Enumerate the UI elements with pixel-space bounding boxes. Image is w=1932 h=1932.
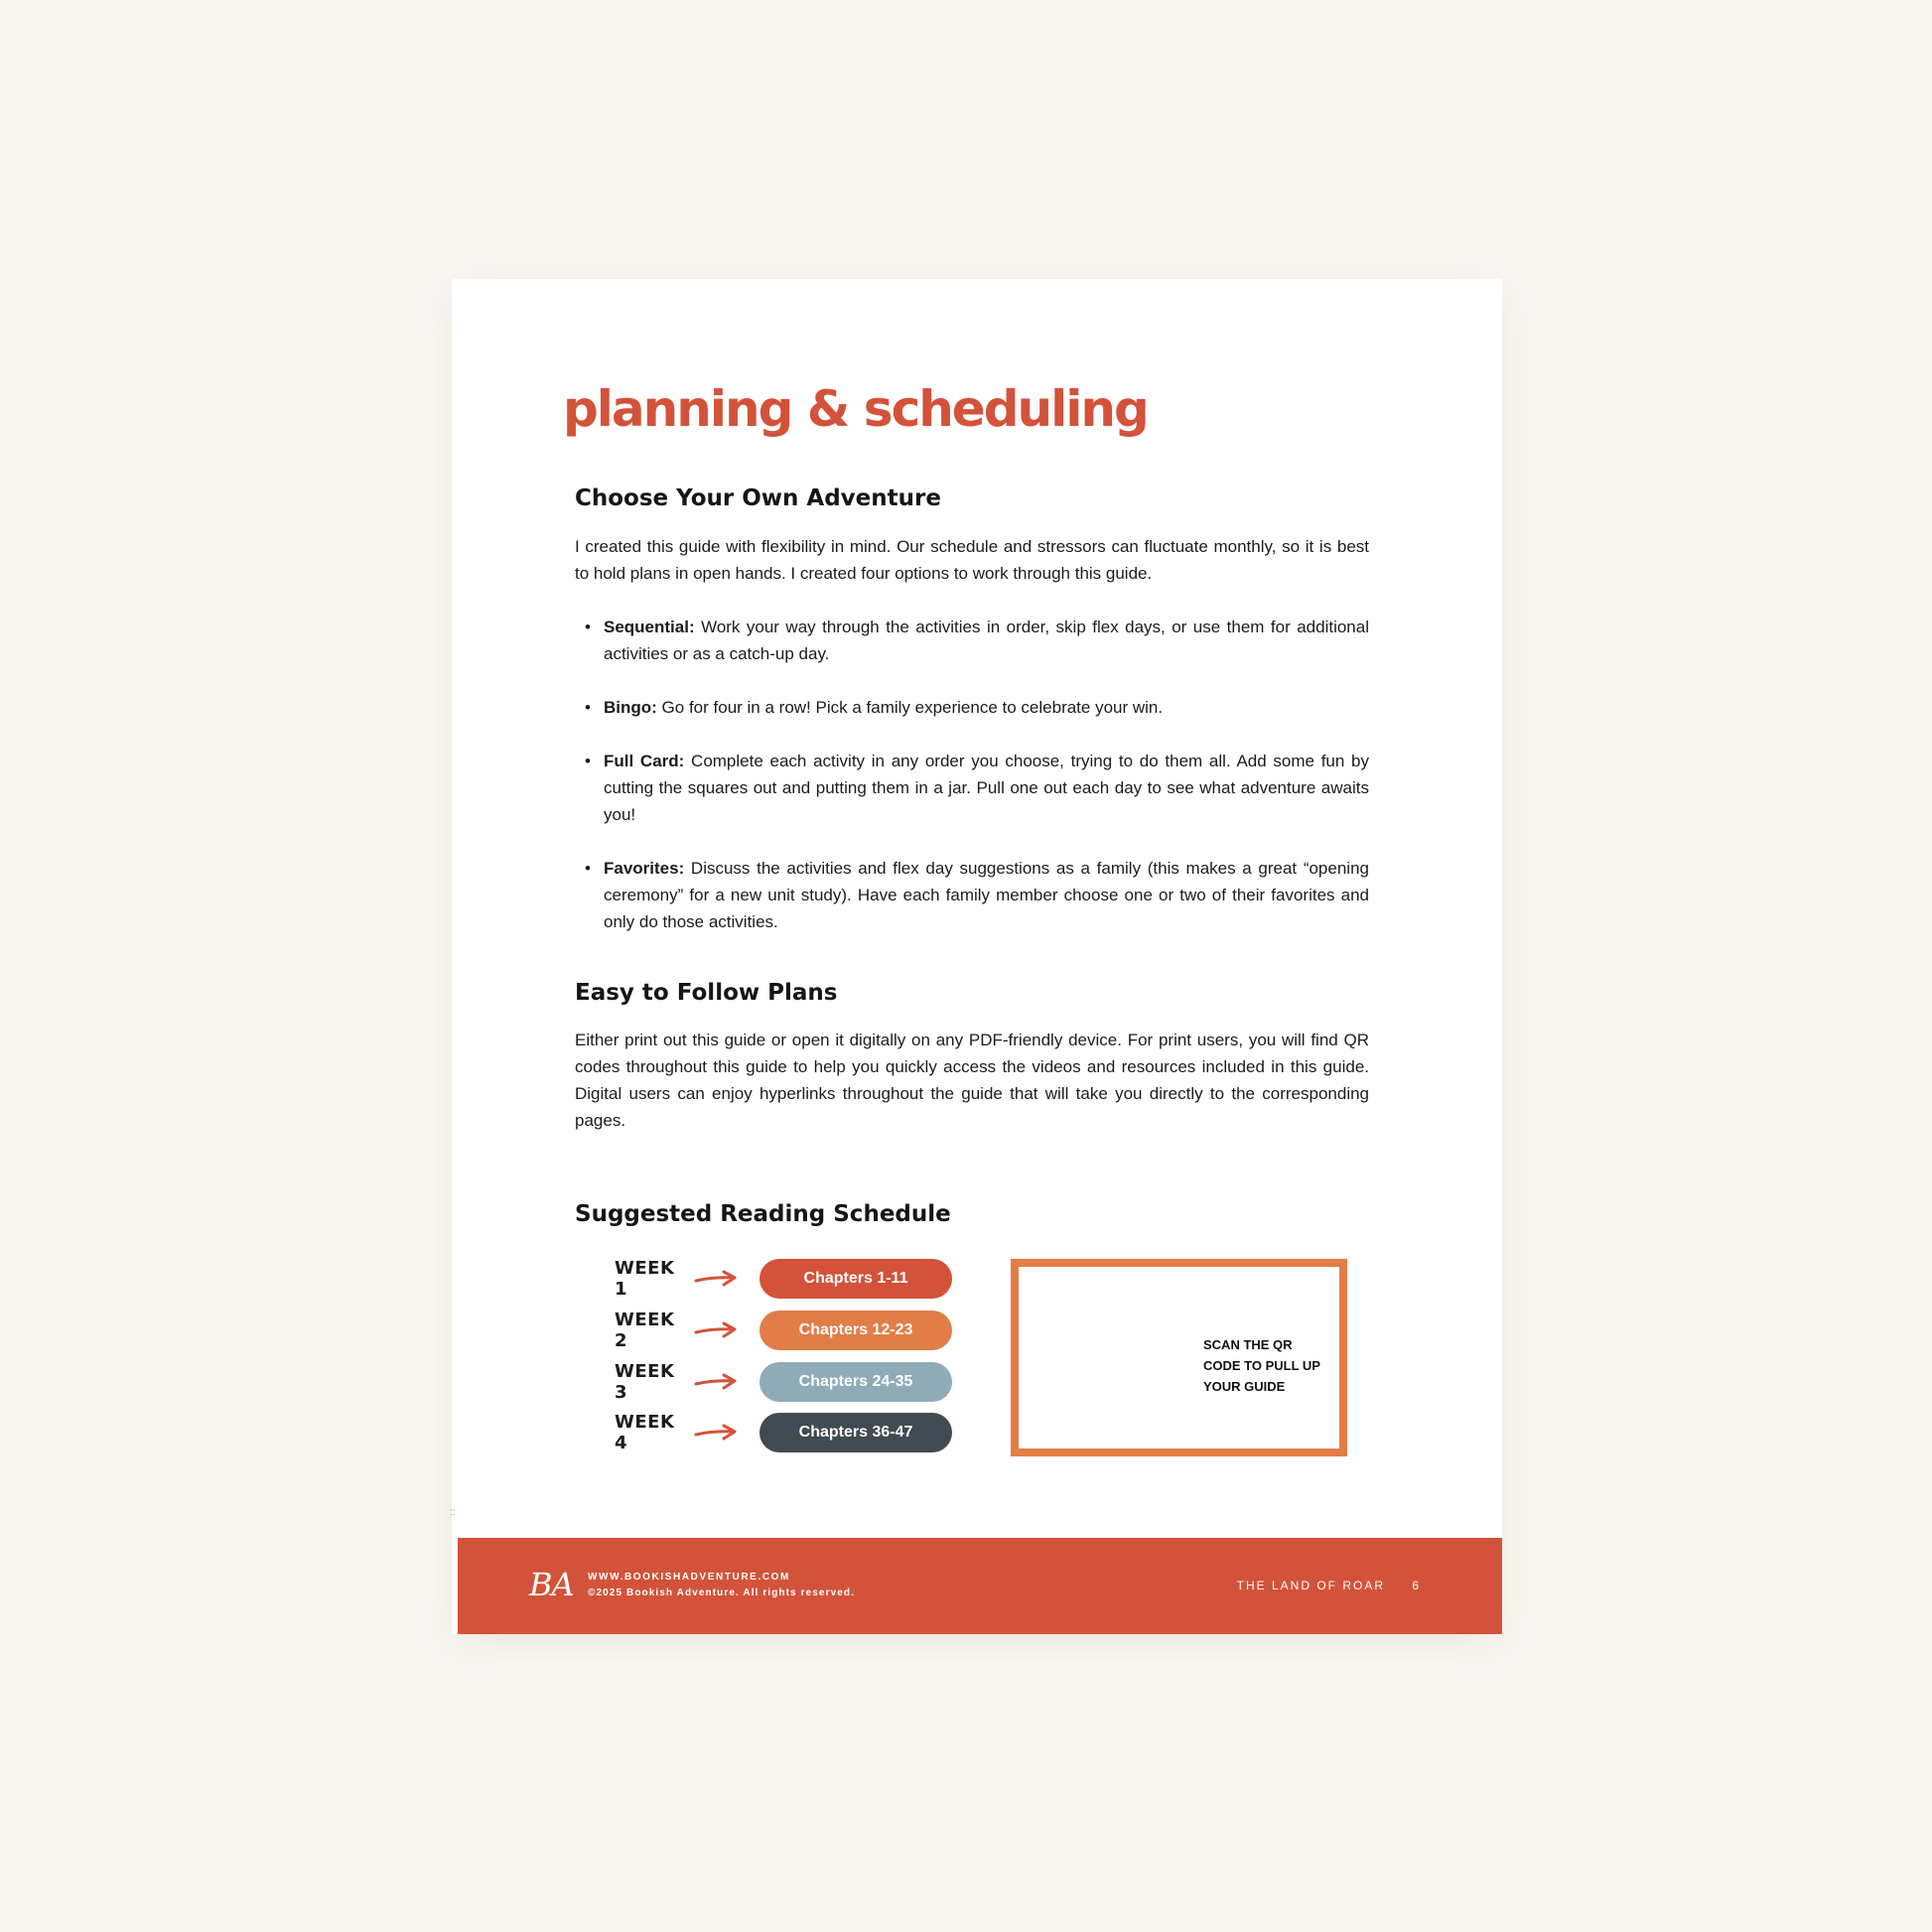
arrow-right-icon <box>694 1269 738 1289</box>
bullet-label: Favorites: <box>604 859 685 878</box>
chapters-pill: Chapters 36-47 <box>759 1413 952 1452</box>
page-footer <box>458 1538 1502 1634</box>
bullet-text: Go for four in a row! Pick a family experience to celebrate your win. <box>656 698 1164 717</box>
qr-code-frame[interactable] <box>1011 1259 1347 1456</box>
list-item-sequential <box>575 614 1369 667</box>
footer-book-title: THE LAND OF ROAR <box>1236 1579 1385 1592</box>
week-label: WEEK 2 <box>615 1310 675 1351</box>
qr-instructions: SCAN THE QR CODE TO PULL UP YOUR GUIDE <box>1203 1337 1320 1394</box>
footer-website-link[interactable]: WWW.BOOKISHADVENTURE.COM <box>588 1572 790 1583</box>
schedule-row-week-3 <box>615 1362 952 1402</box>
week-label: WEEK 4 <box>615 1412 675 1453</box>
crop-mark-icon: :: <box>450 1507 456 1518</box>
schedule-row-week-4 <box>615 1413 952 1452</box>
brand-logo: BA <box>529 1566 574 1603</box>
list-item-bingo <box>575 694 1369 721</box>
week-label: WEEK 1 <box>615 1258 675 1300</box>
arrow-right-icon <box>694 1320 738 1340</box>
chapters-pill: Chapters 12-23 <box>759 1311 952 1350</box>
plans-paragraph: Either print out this guide or open it digitally on any PDF-friendly device. For print users, you will find QR codes throughout this guide to help you quickly access the videos and resources included in this guide. Digital users can enjoy hyperlinks throughout the guide that will take you directly to the corresponding pages. <box>575 1031 1369 1130</box>
section-heading-easy-plans: Easy to Follow Plans <box>575 980 838 1006</box>
bullet-icon: • <box>585 859 591 878</box>
bullet-text: Discuss the activities and flex day suggestions as a family (this makes a great “opening ceremony” for a new unit study). Have each family member choose one or two of their favorites and only do those activities. <box>604 859 1369 931</box>
document-page <box>452 279 1502 1634</box>
options-list <box>575 614 1369 962</box>
schedule-row-week-2 <box>615 1311 952 1350</box>
chapters-pill: Chapters 1-11 <box>759 1259 952 1299</box>
bullet-icon: • <box>585 752 591 770</box>
schedule-row-week-1 <box>615 1259 952 1299</box>
bullet-icon: • <box>585 618 591 636</box>
page-number: 6 <box>1412 1579 1420 1592</box>
bullet-label: Sequential: <box>604 618 695 636</box>
list-item-full-card <box>575 748 1369 828</box>
section-heading-reading-schedule: Suggested Reading Schedule <box>575 1201 951 1227</box>
intro-paragraph: I created this guide with flexibility in mind. Our schedule and stressors can fluctuate monthly, so it is best to hold plans in open hands. I created four options to work through this guide. <box>575 537 1369 583</box>
bullet-label: Bingo: <box>604 698 657 717</box>
arrow-right-icon <box>694 1372 738 1392</box>
bullet-text: Work your way through the activities in order, skip flex days, or use them for additional activities or as a catch-up day. <box>604 618 1369 663</box>
page-title: planning & scheduling <box>563 380 1148 438</box>
bullet-label: Full Card: <box>604 752 685 770</box>
bullet-icon: • <box>585 698 591 717</box>
section-heading-choose-adventure: Choose Your Own Adventure <box>575 485 941 511</box>
chapters-pill: Chapters 24-35 <box>759 1362 952 1402</box>
week-label: WEEK 3 <box>615 1361 675 1403</box>
arrow-right-icon <box>694 1423 738 1443</box>
bullet-text: Complete each activity in any order you choose, trying to do them all. Add some fun by cutting the squares out and putting them in a jar. Pull one out each day to see what adventure awaits you! <box>604 752 1369 824</box>
list-item-favorites <box>575 855 1369 935</box>
footer-copyright: ©2025 Bookish Adventure. All rights reserved. <box>588 1587 855 1598</box>
